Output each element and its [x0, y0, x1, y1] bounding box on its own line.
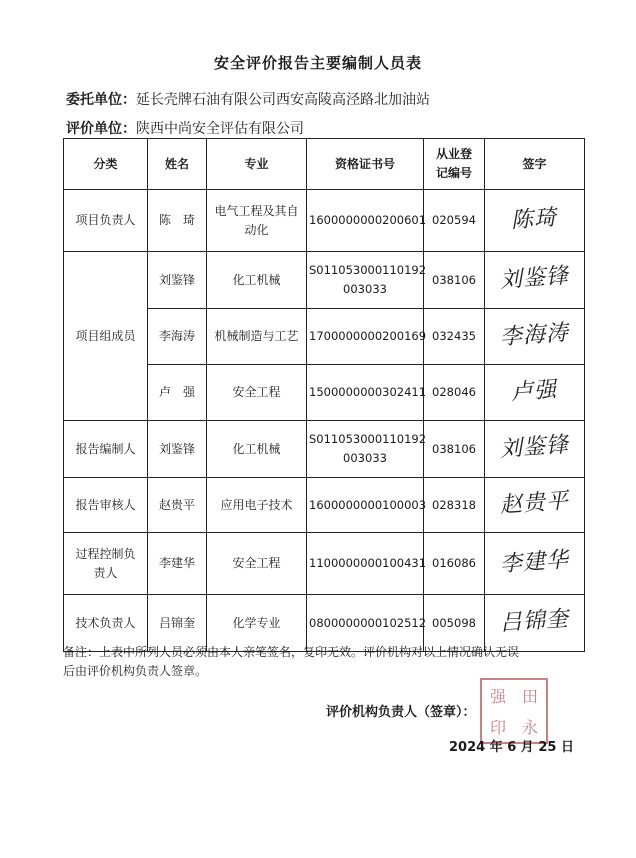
reviewer-category: 报告审核人	[64, 478, 148, 533]
member-3-reg: 028046	[424, 365, 485, 421]
seal-char-4: 永	[521, 718, 538, 737]
leader-signature-cell	[485, 190, 585, 252]
tech-name: 吕锦奎	[148, 595, 207, 652]
seal-char-2: 田	[521, 687, 538, 706]
client-line	[66, 89, 430, 109]
member-2-major: 机械制造与工艺	[207, 309, 307, 365]
tech-category: 技术负责人	[64, 595, 148, 652]
tech-reg: 005098	[424, 595, 485, 652]
member-3-name: 卢 强	[148, 365, 207, 421]
member-1-major: 化工机械	[207, 252, 307, 309]
table-row-member-1	[64, 252, 585, 309]
header-reg	[424, 139, 485, 190]
table-header-row	[64, 139, 585, 190]
controller-cert: 1100000000100431	[307, 533, 424, 595]
reviewer-reg: 028318	[424, 478, 485, 533]
writer-name: 刘鉴锋	[148, 421, 207, 478]
leader-category: 项目负责人	[64, 190, 148, 252]
document-title: 安全评价报告主要编制人员表	[213, 54, 422, 72]
controller-major: 安全工程	[207, 533, 307, 595]
members-category: 项目组成员	[64, 252, 148, 421]
header-reg-line1: 从业登	[435, 147, 472, 161]
reviewer-signature: 赵贵平	[499, 488, 570, 519]
writer-category: 报告编制人	[64, 421, 148, 478]
table-row-controller	[64, 533, 585, 595]
controller-signature-cell	[485, 533, 585, 595]
member-2-reg: 032435	[424, 309, 485, 365]
note-line-2: 后由评价机构负责人签章。	[63, 664, 208, 678]
responsible-label: 评价机构负责人（签章）：	[326, 705, 476, 720]
seal-char-3: 印	[489, 718, 506, 737]
member-1-signature-cell	[485, 252, 585, 309]
writer-reg: 038106	[424, 421, 485, 478]
member-1-cert-line2: 003033	[343, 282, 387, 296]
reviewer-major: 应用电子技术	[207, 478, 307, 533]
member-1-cert	[307, 252, 427, 309]
member-3-signature-cell	[485, 365, 585, 421]
leader-major-line2: 动化	[244, 222, 269, 237]
controller-category-line2: 责人	[93, 565, 118, 580]
writer-cert-line2: 003033	[343, 451, 387, 465]
writer-major: 化工机械	[207, 421, 307, 478]
member-2-cert: 1700000000200169	[307, 309, 424, 365]
writer-signature-cell	[485, 421, 585, 478]
evaluator-label: 评价单位：	[66, 121, 136, 137]
controller-category-line1: 过程控制负	[75, 546, 136, 561]
member-1-reg: 038106	[424, 252, 485, 309]
reviewer-name: 赵贵平	[148, 478, 207, 533]
writer-signature: 刘鉴锋	[499, 432, 570, 463]
member-2-signature: 李海涛	[499, 320, 570, 350]
header-category: 分类	[64, 139, 148, 190]
controller-category	[64, 533, 148, 595]
member-2-name: 李海涛	[148, 309, 207, 365]
member-2-signature-cell	[485, 309, 585, 365]
leader-signature: 陈琦	[510, 204, 559, 234]
seal-char-1: 强	[489, 687, 506, 706]
writer-cert-line1: S011053000110192	[309, 432, 427, 446]
member-3-signature: 卢强	[510, 376, 559, 406]
tech-signature: 吕锦奎	[499, 606, 570, 637]
tech-cert: 0800000000102512	[307, 595, 424, 652]
note-line-1: 备注：上表中所列人员必须由本人亲笔签名，复印无效。评价机构对以上情况确认无误	[63, 645, 520, 659]
leader-reg: 020594	[424, 190, 485, 252]
header-reg-line2: 记编号	[435, 166, 472, 180]
header-cert: 资格证书号	[307, 139, 424, 190]
controller-name: 李建华	[148, 533, 207, 595]
document-date: 2024 年 6 月 25 日	[449, 740, 574, 755]
official-seal	[480, 678, 548, 744]
member-1-name: 刘鉴锋	[148, 252, 207, 309]
header-name: 姓名	[148, 139, 207, 190]
header-sign: 签字	[485, 139, 585, 190]
leader-cert: 1600000000200601	[307, 190, 424, 252]
header-major: 专业	[207, 139, 307, 190]
controller-reg: 016086	[424, 533, 485, 595]
member-3-major: 安全工程	[207, 365, 307, 421]
table-row-reviewer	[64, 478, 585, 533]
evaluator-line	[66, 118, 304, 138]
reviewer-cert: 1600000000100003	[307, 478, 424, 533]
client-label: 委托单位：	[66, 92, 136, 108]
writer-cert	[307, 421, 427, 478]
evaluator-value: 陕西中尚安全评估有限公司	[136, 121, 304, 137]
tech-major: 化学专业	[207, 595, 307, 652]
leader-name: 陈 琦	[148, 190, 207, 252]
member-1-signature: 刘鉴锋	[499, 263, 570, 294]
reviewer-signature-cell	[485, 478, 585, 533]
controller-signature: 李建华	[499, 547, 570, 577]
member-3-cert: 1500000000302411	[307, 365, 424, 421]
leader-major	[207, 190, 307, 252]
leader-major-line1: 电气工程及其自	[214, 203, 299, 218]
table-row-writer	[64, 421, 585, 478]
member-1-cert-line1: S011053000110192	[309, 263, 427, 277]
client-value: 延长壳牌石油有限公司西安高陵高泾路北加油站	[136, 92, 430, 108]
staff-table	[63, 138, 585, 652]
table-row-leader	[64, 190, 585, 252]
